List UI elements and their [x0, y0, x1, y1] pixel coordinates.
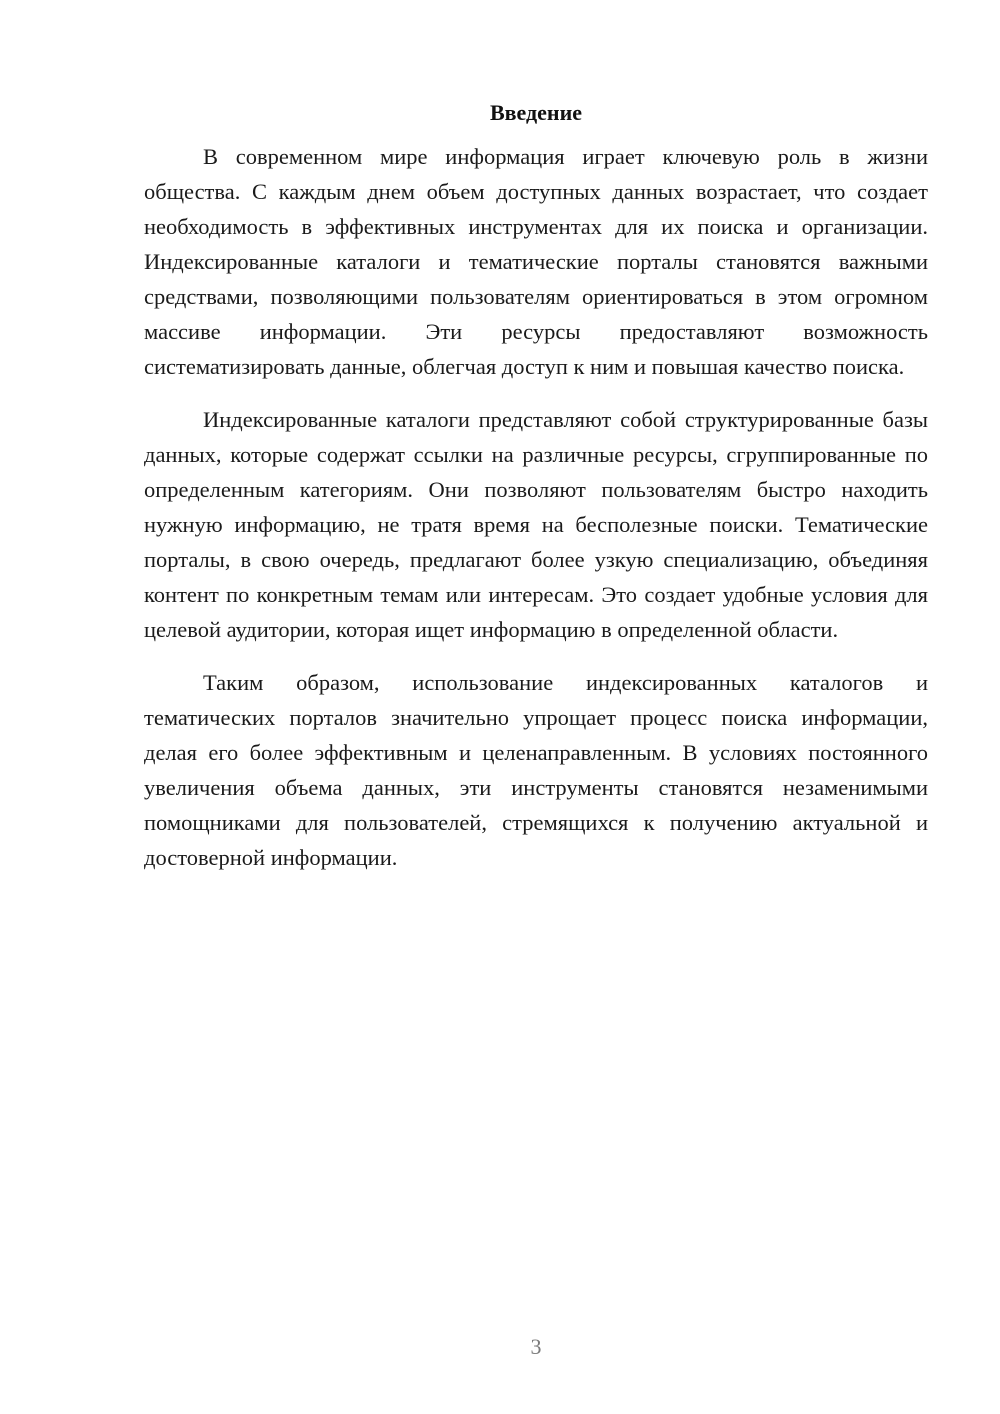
- paragraph-2: Индексированные каталоги представляют собой структурированные базы данных, которые содержат ссылки на различные ресурсы, сгруппированные по определенным категориям. Они позволяют пользователям быстро находить нужную информацию, не тратя время на бесполезные поиски. Тематические порталы, в свою очередь, предлагают более узкую специализацию, объединяя контент по конкретным темам или интересам. Это создает удобные условия для целевой аудитории, которая ищет информацию в определенной области.: [144, 407, 928, 642]
- document-body: [144, 97, 928, 893]
- page-number: 3: [530, 1334, 542, 1359]
- section-title: Введение: [489, 100, 583, 125]
- paragraph-1: В современном мире информация играет ключевую роль в жизни общества. С каждым днем объем доступных данных возрастает, что создает необходимость в эффективных инструментах для их поиска и организации. Индексированные каталоги и тематические порталы становятся важными средствами, позволяющими пользователям ориентироваться в этом огромном массиве информации. Эти ресурсы предоставляют возможность систематизировать данные, облегчая доступ к ним и повышая качество поиска.: [144, 144, 928, 379]
- paragraph-3: Таким образом, использование индексированных каталогов и тематических порталов значительно упрощает процесс поиска информации, делая его более эффективным и целенаправленным. В условиях постоянного увеличения объема данных, эти инструменты становятся незаменимыми помощниками для пользователей, стремящихся к получению актуальной и достоверной информации.: [144, 670, 928, 870]
